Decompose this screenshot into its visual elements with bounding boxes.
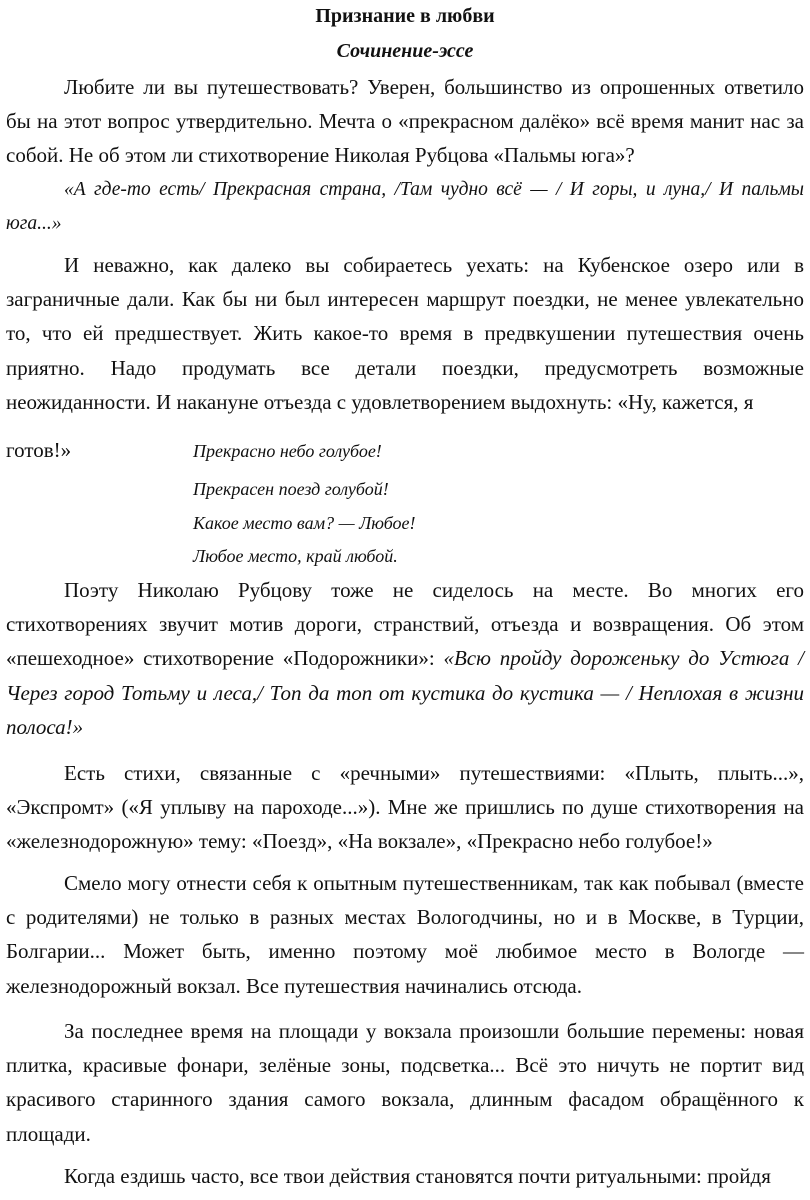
paragraph-preparation-end: готов!» [6, 438, 72, 462]
paragraph-river-poems: Есть стихи, связанные с «речными» путешествиями: «Плыть, плыть...», «Экспромт» («Я уплыву на пароходе...»). Мне же пришлись по душе стихотворения на «железнодорожную» тему: «Поезд», «На вокзале», «Прекрасно небо голубое!» [6, 761, 804, 854]
paragraph-experienced-traveller: Смело могу отнести себя к опытным путешественникам, так как побывал (вместе с родителями) не только в разных местах Вологодчины, но и в Москве, в Турции, Болгарии... Может быть, именно поэтому моё любимое место в Вологде — железнодорожный вокзал. Все путешествия начинались отсюда. [6, 871, 804, 998]
verse-line: Любое место, край любой. [193, 546, 398, 566]
verse-line: Какое место вам? — Любое! [193, 513, 416, 533]
page-subtitle: Сочинение-эссе [336, 40, 474, 62]
verse-line: Прекрасен поезд голубой! [193, 479, 389, 499]
paragraph-text: Поэту Николаю Рубцову тоже не сиделось на месте. Во многих его стихотворениях звучит мотив дороги, странствий, отъезда и возвращения. Об этом «пешеходное» стихотворение «Подорожники»: [6, 578, 804, 671]
paragraph-preparation: И неважно, как далеко вы собираетесь уехать: на Кубенское озеро или в заграничные дали. Как бы ни был интересен маршрут поездки, не менее увлекательно то, что ей предшествует. Жить какое-то время в предвкушении путешествия очень приятно. Надо продумать все детали поездки, предусмотреть возможные неожиданности. И накануне отъезда с удовлетворением выдохнуть: «Ну, кажется, я [6, 253, 804, 414]
paragraph-intro: Любите ли вы путешествовать? Уверен, большинство из опрошенных ответило бы на этот вопрос утвердительно. Мечта о «прекрасном далёко» всё время манит нас за собой. Не об этом ли стихотворение Николая Рубцова «Пальмы юга»? [6, 75, 804, 168]
paragraph-rubtsov-travel [6, 573, 804, 744]
verse-line: Прекрасно небо голубое! [193, 441, 382, 461]
paragraph-rituals: Когда ездишь часто, все твои действия становятся почти ритуальными: пройдя [64, 1164, 771, 1188]
page-title: Признание в любви [315, 5, 495, 27]
paragraph-station-square: За последнее время на площади у вокзала произошли большие перемены: новая плитка, красивые фонари, зелёные зоны, подсветка... Всё это ничуть не портит вид красивого старинного здания самого вокзала, длинным фасадом обращённого к площади. [6, 1019, 804, 1146]
quote-podorozhniki: «Всю пройду дороженьку до Устюга /Через город Тотьму и леса,/ Топ да топ от кустика до кустика — / Неплохая в жизни полоса!» [6, 646, 804, 739]
quote-palmy-yuga: «А где-то есть/ Прекрасная страна, /Там чудно всё — / И горы, и луна,/ И пальмы юга...» [6, 179, 804, 234]
